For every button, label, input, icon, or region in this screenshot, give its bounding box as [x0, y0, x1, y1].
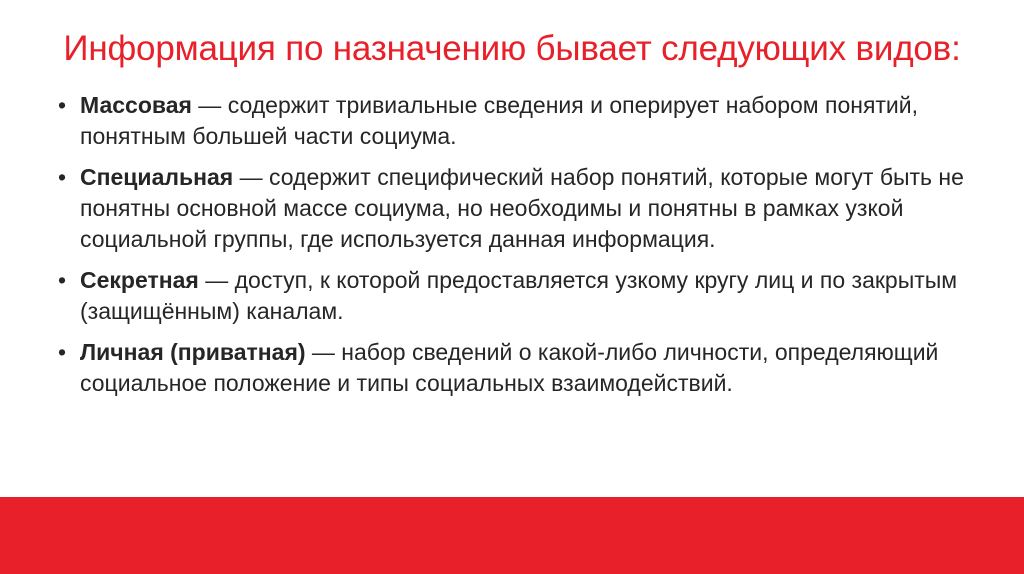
bullet-icon: •	[58, 92, 67, 118]
bullet-icon: •	[58, 267, 67, 293]
item-description: — доступ, к которой предоставляется узкому кругу лиц и по закрытым (защищённым) каналам.	[80, 267, 958, 324]
slide-title: Информация по назначению бывает следующих видов:	[63, 29, 961, 69]
item-term: Специальная	[80, 164, 234, 190]
item-description: — набор сведений о какой-либо личности, определяющий социальное положение и типы социальных взаимодействий.	[80, 339, 939, 396]
list-item-personal	[58, 337, 988, 399]
item-description: — содержит тривиальные сведения и оперирует набором понятий, понятным большей части социума.	[80, 92, 919, 149]
item-term: Личная (приватная)	[80, 339, 306, 365]
list-item-secret	[58, 265, 988, 327]
bullet-icon: •	[58, 164, 67, 190]
item-description: — содержит специфический набор понятий, которые могут быть не понятны основной массе социума, но необходимы и понятны в рамках узкой социальной группы, где используется данная информация.	[80, 164, 964, 252]
bullet-icon: •	[58, 339, 67, 365]
list-item-special	[58, 162, 988, 255]
list-item-mass	[58, 90, 988, 152]
item-term: Секретная	[80, 267, 199, 293]
item-term: Массовая	[80, 92, 192, 118]
footer-band	[0, 497, 1024, 574]
bullet-list	[58, 90, 988, 409]
